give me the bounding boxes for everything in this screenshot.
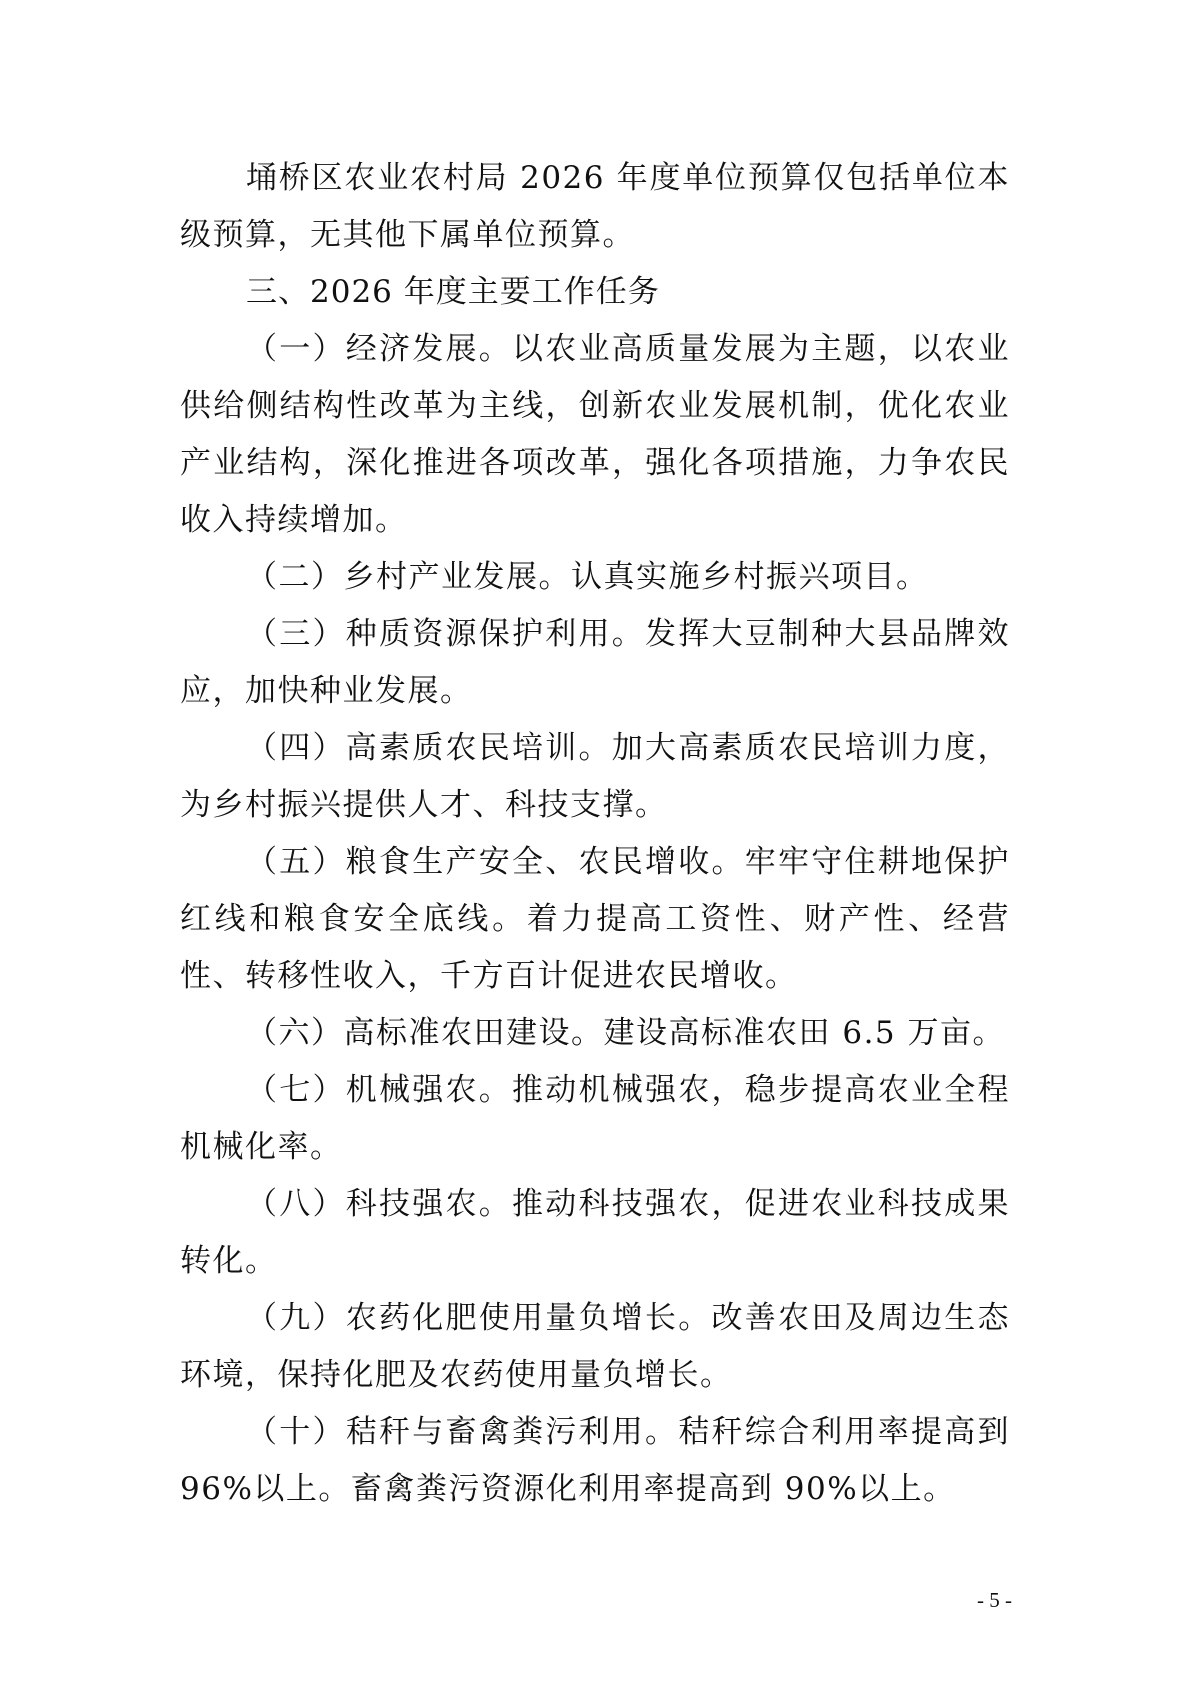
- paragraph-task-1: （一）经济发展。以农业高质量发展为主题，以农业供给侧结构性改革为主线，创新农业发展机制，优化农业产业结构，深化推进各项改革，强化各项措施，力争农民收入持续增加。: [180, 331, 1010, 538]
- paragraph-task-8: （八）科技强农。推动科技强农，促进农业科技成果转化。: [180, 1186, 1010, 1279]
- page-number: - 5 -: [977, 1588, 1012, 1612]
- section-heading: 三、2026 年度主要工作任务: [246, 274, 660, 310]
- paragraph-task-7: （七）机械强农。推动机械强农，稳步提高农业全程机械化率。: [180, 1072, 1010, 1165]
- paragraph-task-10: （十）秸秆与畜禽粪污利用。秸秆综合利用率提高到 96%以上。畜禽粪污资源化利用率提高到 90%以上。: [180, 1414, 1010, 1507]
- document-body: [180, 150, 1010, 1518]
- paragraph-task-9: （九）农药化肥使用量负增长。改善农田及周边生态环境，保持化肥及农药使用量负增长。: [180, 1300, 1010, 1393]
- paragraph-task-4: （四）高素质农民培训。加大高素质农民培训力度，为乡村振兴提供人才、科技支撑。: [180, 730, 1010, 823]
- paragraph-task-5: （五）粮食生产安全、农民增收。牢牢守住耕地保护红线和粮食安全底线。着力提高工资性、财产性、经营性、转移性收入，千方百计促进农民增收。: [180, 844, 1010, 994]
- paragraph-budget-scope: 埇桥区农业农村局 2026 年度单位预算仅包括单位本级预算，无其他下属单位预算。: [180, 160, 1010, 253]
- paragraph-task-6: （六）高标准农田建设。建设高标准农田 6.5 万亩。: [246, 1015, 1006, 1051]
- paragraph-task-2: （二）乡村产业发展。认真实施乡村振兴项目。: [246, 559, 929, 595]
- paragraph-task-3: （三）种质资源保护利用。发挥大豆制种大县品牌效应，加快种业发展。: [180, 616, 1010, 709]
